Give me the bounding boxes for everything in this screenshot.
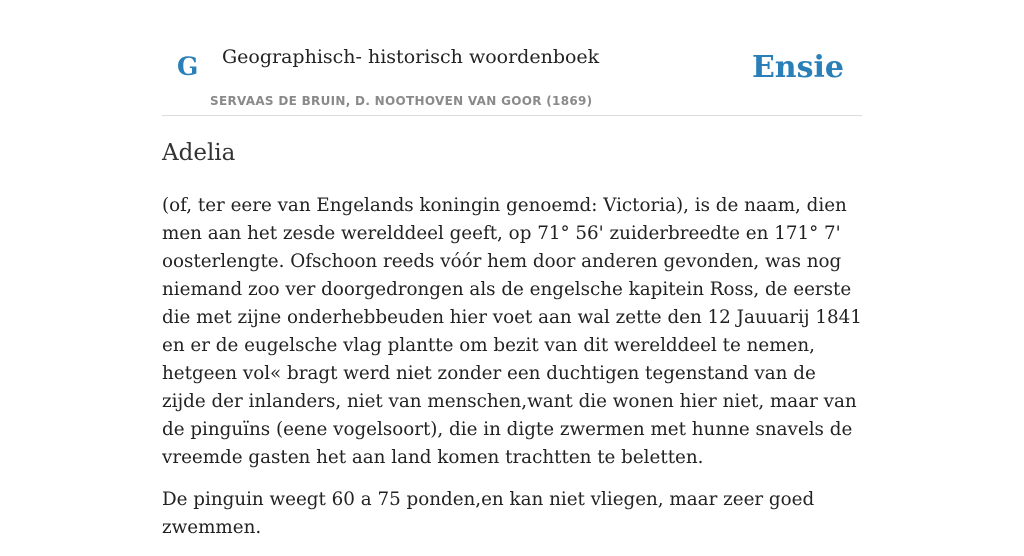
book-title[interactable]: Geographisch- historisch woordenboek [222,46,600,68]
book-author: SERVAAS DE BRUIN, D. NOOTHOVEN VAN GOOR (1869) [210,94,593,108]
entry-body [162,192,862,556]
ensie-logo-link[interactable]: Ensie [751,50,844,85]
entry-paragraph: De pinguin weegt 60 a 75 ponden,en kan niet vliegen, maar zeer goed zwemmen. [162,489,815,538]
entry-title: Adelia [162,140,236,166]
book-letter-icon: G [177,52,199,81]
book-header [162,0,862,116]
page [162,0,862,538]
entry-paragraph: (of, ter eere van Engelands koningin genoemd: Victoria), is de naam, dien men aan het zesde werelddeel geeft, op 71° 56' zuiderbreedte en 171° 7' oosterlengte. Ofschoon reeds vóór hem door anderen gevonden, was nog niemand zoo ver doorgedrongen als de engelsche kapitein Ross, de eerste die met zijne onderhebbeuden hier voet aan wal zette den 12 Jauuarij 1841 en er de eugelsche vlag plantte om bezit van dit werelddeel te nemen, hetgeen vol« bragt werd niet zonder een duchtigen tegenstand van de zijde der inlanders, niet van menschen,want die wonen hier niet, maar van de pinguïns (eene vogelsoort), die in digte zwermen met hunne snavels de vreemde gasten het aan land komen trachtten te beletten. [162,195,862,468]
